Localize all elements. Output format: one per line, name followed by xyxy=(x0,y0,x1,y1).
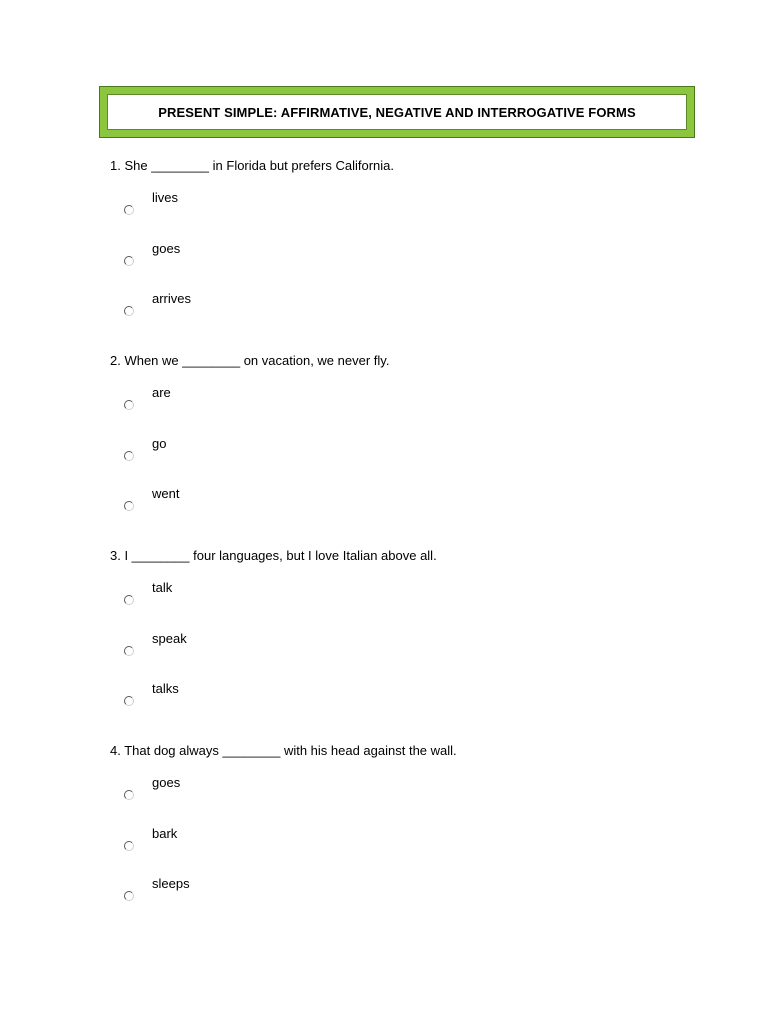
option-label: speak xyxy=(152,630,187,646)
question-2 xyxy=(110,353,730,537)
radio-button[interactable] xyxy=(124,841,134,851)
question-1-option-1[interactable] xyxy=(110,190,730,241)
radio-button[interactable] xyxy=(124,400,134,410)
question-3-options xyxy=(110,580,730,732)
radio-button[interactable] xyxy=(124,205,134,215)
question-2-option-2[interactable] xyxy=(110,436,730,487)
question-4-option-2[interactable] xyxy=(110,826,730,877)
question-2-option-1[interactable] xyxy=(110,385,730,436)
option-label: lives xyxy=(152,190,179,205)
question-4-option-3[interactable] xyxy=(110,876,730,927)
radio-button[interactable] xyxy=(124,790,134,800)
question-4 xyxy=(110,743,730,927)
option-label: sleeps xyxy=(152,876,190,891)
worksheet-title: PRESENT SIMPLE: AFFIRMATIVE, NEGATIVE AND INTERROGATIVE FORMS xyxy=(158,104,636,120)
option-label: go xyxy=(152,435,167,451)
question-3-option-3[interactable] xyxy=(110,681,730,732)
radio-button[interactable] xyxy=(124,696,134,706)
radio-button[interactable] xyxy=(124,891,134,901)
question-4-options xyxy=(110,775,730,927)
question-2-option-3[interactable] xyxy=(110,486,730,537)
question-4-text: 4. That dog always ________ with his head against the wall. xyxy=(110,743,457,758)
radio-button[interactable] xyxy=(124,595,134,605)
option-label: goes xyxy=(152,240,181,256)
question-3 xyxy=(110,548,730,732)
option-label: bark xyxy=(152,825,178,841)
question-2-text: 2. When we ________ on vacation, we never fly. xyxy=(110,353,390,368)
question-1-option-3[interactable] xyxy=(110,291,730,342)
radio-button[interactable] xyxy=(124,646,134,656)
question-3-text: 3. I ________ four languages, but I love Italian above all. xyxy=(110,548,437,563)
radio-button[interactable] xyxy=(124,306,134,316)
radio-button[interactable] xyxy=(124,451,134,461)
question-4-option-1[interactable] xyxy=(110,775,730,826)
option-label: went xyxy=(152,486,180,501)
question-1-option-2[interactable] xyxy=(110,241,730,292)
question-2-options xyxy=(110,385,730,537)
question-1 xyxy=(110,158,730,342)
question-3-option-2[interactable] xyxy=(110,631,730,682)
option-label: talk xyxy=(152,580,173,595)
radio-button[interactable] xyxy=(124,256,134,266)
option-label: arrives xyxy=(152,291,192,306)
option-label: are xyxy=(152,385,171,400)
radio-button[interactable] xyxy=(124,501,134,511)
option-label: talks xyxy=(152,681,179,696)
question-3-option-1[interactable] xyxy=(110,580,730,631)
title-inner-box xyxy=(107,94,687,130)
question-1-text: 1. She ________ in Florida but prefers California. xyxy=(110,158,395,173)
title-frame xyxy=(99,86,695,138)
question-1-options xyxy=(110,190,730,342)
option-label: goes xyxy=(152,775,181,790)
